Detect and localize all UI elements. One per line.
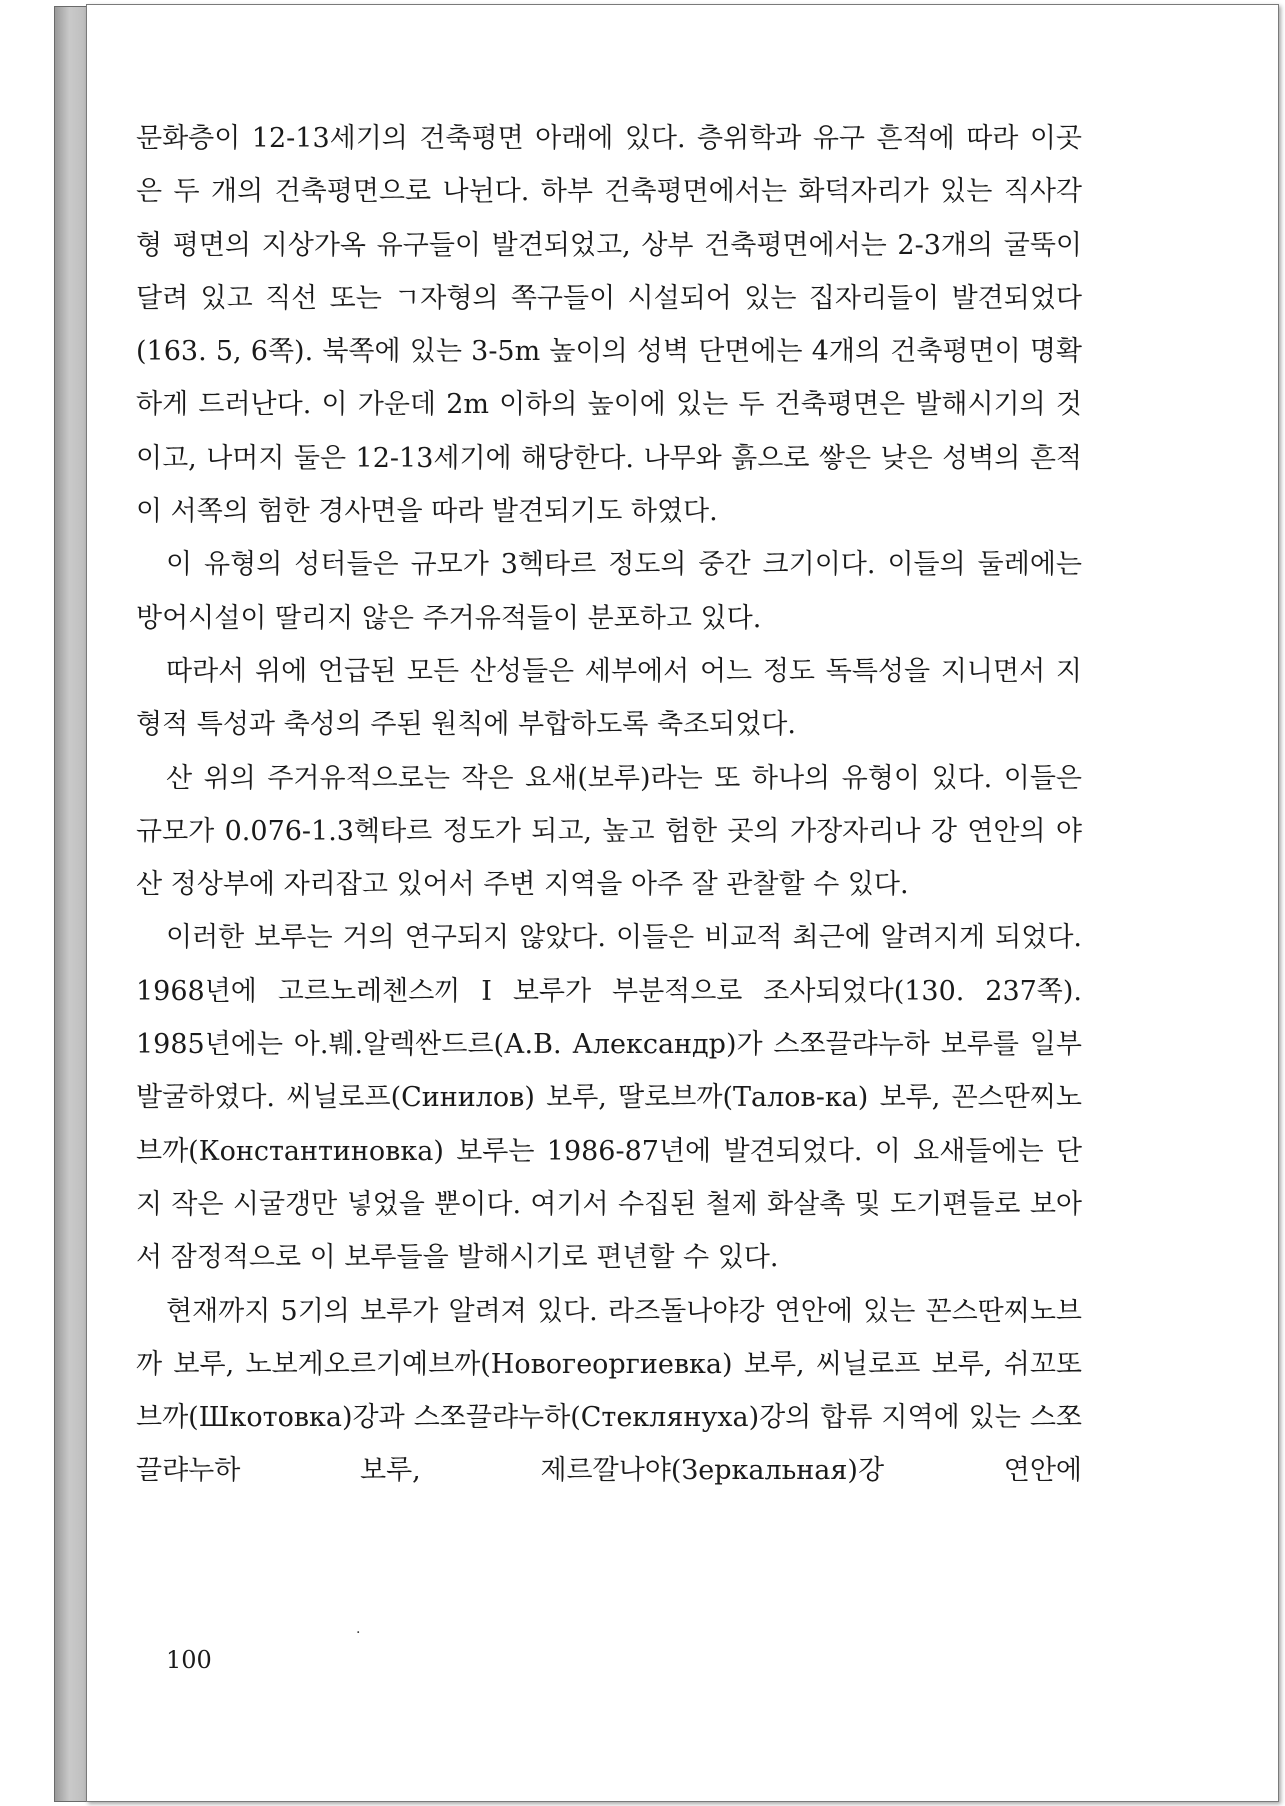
paragraph-5: 이러한 보루는 거의 연구되지 않았다. 이들은 비교적 최근에 알려지게 되었다. 1968년에 고르노레첸스끼 I 보루가 부분적으로 조사되었다(130. 237쪽). 1985년에는 아.붸.알렉싼드르(А.В. Александр)가 스쪼끌랴누하 보루를 일부 발굴하였다. 씨닐로프(Синилов) 보루, 딸로브까(Талов-ка) 보루, 꼰스딴찌노브까(Константиновка) 보루는 1986-87년에 발견되었다. 이 요새들에는 단지 작은 시굴갱만 넣었을 뿐이다. 여기서 수집된 철제 화살촉 및 도기편들로 보아서 잠정적으로 이 보루들을 발해시기로 편년할 수 있다. (136, 922, 1082, 1274)
paragraph-6: 현재까지 5기의 보루가 알려져 있다. 라즈돌나야강 연안에 있는 꼰스딴찌노브까 보루, 노보게오르기예브까(Новогеоргиевка) 보루, 씨닐로프 보루, 쉬꼬또브까(Шкотовка)강과 스쪼끌랴누하(Стеклянуха)강의 합류 지역에 있는 스쪼끌랴누하 보루, 제르깔나야(Зеркальная)강 연안에 (136, 1295, 1082, 1487)
body-text (136, 112, 1082, 1498)
stray-dot: . (356, 1621, 361, 1637)
page-number: 100 (166, 1646, 212, 1674)
paragraph-2: 이 유형의 성터들은 규모가 3헥타르 정도의 중간 크기이다. 이들의 둘레에는 방어시설이 딸리지 않은 주거유적들이 분포하고 있다. (136, 549, 1082, 634)
paragraph-1: 문화층이 12-13세기의 건축평면 아래에 있다. 층위학과 유구 흔적에 따라 이곳은 두 개의 건축평면으로 나뉜다. 하부 건축평면에서는 화덕자리가 있는 직사각형 평면의 지상가옥 유구들이 발견되었고, 상부 건축평면에서는 2-3개의 굴뚝이 달려 있고 직선 또는 ㄱ자형의 쪽구들이 시설되어 있는 집자리들이 발견되었다(163. 5, 6쪽). 북쪽에 있는 3-5m 높이의 성벽 단면에는 4개의 건축평면이 명확하게 드러난다. 이 가운데 2m 이하의 높이에 있는 두 건축평면은 발해시기의 것이고, 나머지 둘은 12-13세기에 해당한다. 나무와 흙으로 쌓은 낮은 성벽의 흔적이 서쪽의 험한 경사면을 따라 발견되기도 하였다. (136, 123, 1082, 528)
paragraph-3: 따라서 위에 언급된 모든 산성들은 세부에서 어느 정도 독특성을 지니면서 지형적 특성과 축성의 주된 원칙에 부합하도록 축조되었다. (136, 655, 1082, 741)
book-spine (54, 6, 88, 1802)
paragraph-4: 산 위의 주거유적으로는 작은 요새(보루)라는 또 하나의 유형이 있다. 이들은 규모가 0.076-1.3헥타르 정도가 되고, 높고 험한 곳의 가장자리나 강 연안의 야산 정상부에 자리잡고 있어서 주변 지역을 아주 잘 관찰할 수 있다. (136, 762, 1082, 901)
